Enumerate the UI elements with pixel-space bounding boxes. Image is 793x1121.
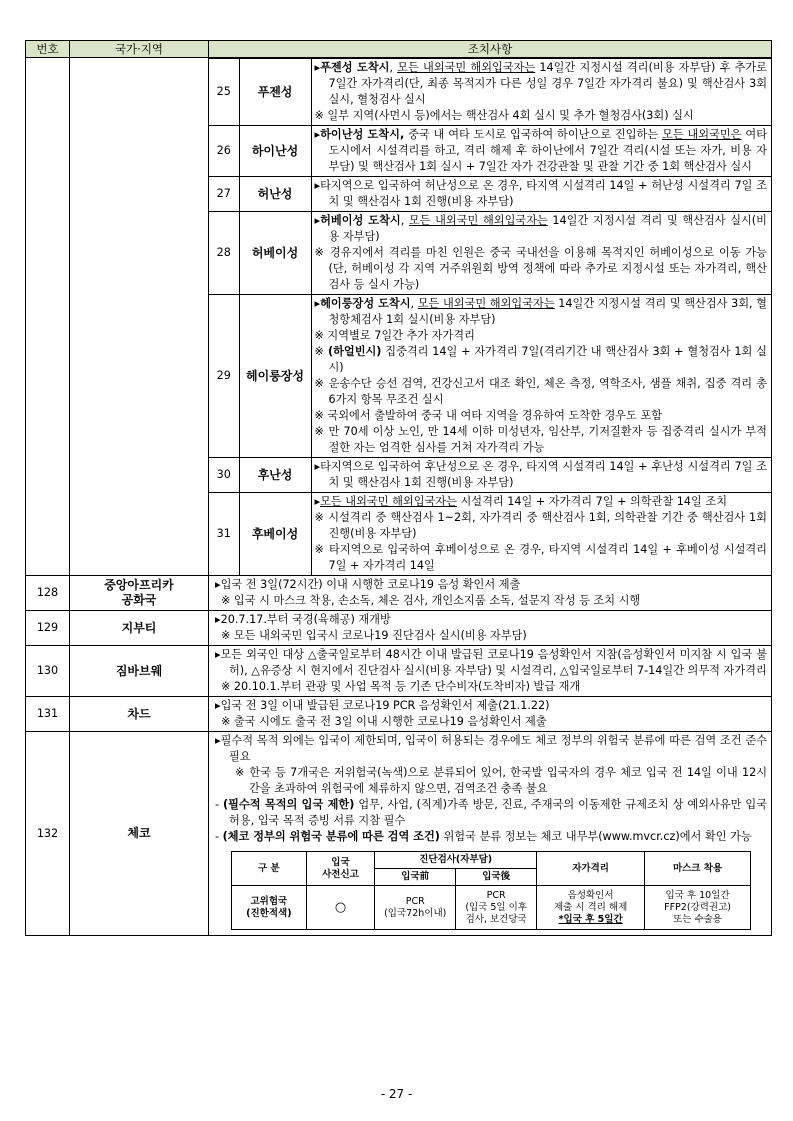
measure-line: ※ 모든 내외국민 입국시 코로나19 진단검사 실시(비용 자부담)	[221, 629, 527, 642]
row-number: 132	[26, 732, 70, 936]
risk-header-row	[232, 852, 751, 869]
table-row	[26, 576, 772, 611]
header-measures: 조치사항	[209, 41, 772, 58]
risk-h-prereport: 입국 사전신고	[306, 852, 375, 886]
header-number: 번호	[26, 41, 70, 58]
risk-r-selfq-text: 음성확인서 제출 시 격리 해제	[553, 889, 628, 913]
province-measures	[311, 212, 771, 295]
province-measure-line: ※ 시설격리 중 핵산검사 1~2회, 자가격리 중 핵산검사 1회, 의학관찰 기간 중 핵산검사 1회 진행(비용 자부담)	[314, 511, 767, 540]
province-measure-line: ※ 일부 지역(사먼시 등)에서는 핵산검사 4회 실시 및 추가 혈청검사(3회) 실시	[314, 109, 694, 122]
czech-measure-line: ※ 한국 등 7개국은 저위험국(녹색)으로 분류되어 있어, 한국발 입국자의 경우 체코 입국 전 14일 이내 12시간을 초과하여 위험국에 체류하지 않으면, 검역조건 충족 불요	[235, 766, 767, 795]
province-measure-line: ※ (하얼빈시) 집중격리 14일 + 자가격리 7일(격리기간 내 핵산검사 3회 + 혈청검사 1회 실시)	[314, 345, 767, 374]
measure-line: ▸입국 전 3일 이내 발급된 코로나19 PCR 음성확인서 제출(21.1.22)	[215, 699, 550, 712]
measures-text	[209, 646, 772, 697]
province-name: 헤이룽장성	[239, 295, 311, 458]
page-content	[25, 40, 771, 936]
risk-r-mask: 입국 후 10일간 FFP2(강력권고) 또는 수술용	[645, 886, 751, 930]
province-name: 푸젠성	[239, 59, 311, 126]
risk-r-before: PCR (입국72h이내)	[375, 886, 456, 930]
province-measure-line: ▸허베이성 도착시, 모든 내외국민 해외입국자는 14일간 지정시설 격리 및 핵산검사 실시(비용 자부담)	[314, 214, 767, 243]
risk-h-after: 입국後	[456, 869, 537, 886]
measure-line: ▸모든 외국인 대상 △출국일로부터 48시간 이내 발급된 코로나19 음성확인서 지참(음성확인서 미지참 시 입국 불허), △유증상 시 현지에서 진단검사 실시(비용 자부담) 및 시설격리, △입국일로부터 7-14일간 의무적 자가격리	[215, 648, 767, 677]
province-measure-line: ▸헤이룽장성 도착시, 모든 내외국민 해외입국자는 14일간 지정시설 격리 및 핵산검사 3회, 혈청항체검사 1회 실시(비용 자부담)	[314, 297, 767, 326]
country-name: 중앙아프리카 공화국	[70, 576, 209, 611]
measure-line: ▸20.7.17.부터 국경(육해공) 재개방	[215, 613, 391, 626]
risk-h-test: 진단검사(자부담)	[375, 852, 537, 869]
china-country-cell	[70, 58, 209, 576]
china-continued-row	[26, 58, 772, 576]
measures-text	[209, 611, 772, 646]
province-measures	[311, 177, 771, 212]
province-measures	[311, 458, 771, 493]
measure-line: ※ 20.10.1.부터 관광 및 사업 목적 등 기존 단수비자(도착비자) 발급 재개	[221, 680, 581, 693]
risk-r-class: 고위험국 (진한적색)	[232, 886, 307, 930]
province-measures	[311, 295, 771, 458]
province-measure-line: ▸푸젠성 도착시, 모든 내외국민 해외입국자는 14일간 지정시설 격리(비용 자부담) 후 추가로 7일간 자가격리(단, 최종 목적지가 다른 성일 경우 7일간 자가격리 불요) 및 핵산검사 3회 실시, 혈청검사 실시	[314, 61, 767, 106]
country-name: 지부티	[70, 611, 209, 646]
risk-r-prereport: ○	[306, 886, 375, 930]
province-measure-line: ※ 만 70세 이상 노인, 만 14세 이하 미성년자, 임산부, 기저질환자 등 집중격리 실시가 부적절한 자는 엄격한 심사를 거쳐 자가격리 가능	[314, 425, 767, 454]
province-measure-line: ▸하이난성 도착시, 중국 내 여타 도시로 입국하여 하이난으로 진입하는 모든 내외국민은 여타 도시에서 시설격리를 하고, 격리 해제 후 하이난에서 7일간 격리(시설 또는 자가, 비용 자부담) 및 핵산검사 1회 실시 + 7일간 자가 건강관찰 및 관찰 기간 중 1회 핵산검사 실시	[314, 128, 768, 173]
china-provinces-table	[209, 58, 771, 575]
province-measure-line: ※ 지역별로 7일간 추가 자가격리	[314, 329, 475, 342]
measure-line: ※ 출국 시에도 출국 전 3일 이내 시행한 코로나19 음성확인서 제출	[221, 715, 547, 728]
czech-measure-line: - (체코 정부의 위험국 분류에 따른 검역 조건) 위험국 분류 정보는 체코 내무부(www.mvcr.cz)에서 확인 가능	[215, 830, 752, 843]
czech-measures	[215, 733, 767, 845]
table-header-row	[26, 41, 772, 58]
measures-text	[209, 576, 772, 611]
risk-h-class: 구 분	[232, 852, 307, 886]
province-name: 하이난성	[239, 126, 311, 177]
measure-line: ※ 입국 시 마스크 착용, 손소독, 체온 검사, 개인소지품 소독, 설문지 작성 등 조치 시행	[221, 594, 641, 607]
risk-r-selfq-note: *입국 후 5일간	[558, 913, 623, 925]
czech-risk-table	[231, 851, 751, 930]
province-number: 30	[209, 458, 239, 493]
risk-r-after: PCR (입국 5일 이후 검사, 보건당국	[456, 886, 537, 930]
province-row	[209, 458, 771, 493]
table-row	[26, 646, 772, 697]
province-measure-line: ▸모든 내외국민 해외입국자는 시설격리 14일 + 자가격리 7일 + 의학관찰 14일 조치	[314, 495, 728, 508]
measure-line: ▸입국 전 3일(72시간) 이내 시행한 코로나19 음성 확인서 제출	[215, 578, 521, 591]
czech-measure-line: ▸필수적 목적 외에는 입국이 제한되며, 입국이 허용되는 경우에도 체코 정부의 위험국 분류에 따른 검역 조건 준수 필요	[215, 734, 767, 763]
province-measure-line: ※ 경유지에서 격리를 마친 인원은 중국 국내선을 이용해 목적지인 허베이성으로 이동 가능(단, 허베이성 각 지역 거주위원회 방역 정책에 따라 추가로 지정시설 또는 자가격리, 핵산검사 등 실시 가능)	[314, 246, 767, 291]
province-row	[209, 295, 771, 458]
province-measures	[311, 59, 771, 126]
china-provinces-cell	[209, 58, 772, 576]
province-row	[209, 59, 771, 126]
china-number-cell	[26, 58, 70, 576]
province-measures	[311, 126, 771, 177]
province-number: 29	[209, 295, 239, 458]
page-number: - 27 -	[380, 1087, 413, 1101]
table-row	[26, 697, 772, 732]
province-number: 26	[209, 126, 239, 177]
table-row-czech	[26, 732, 772, 936]
province-number: 25	[209, 59, 239, 126]
province-measures	[311, 493, 771, 576]
header-country: 국가·지역	[70, 41, 209, 58]
risk-h-mask: 마스크 착용	[645, 852, 751, 886]
country-name: 차드	[70, 697, 209, 732]
province-number: 27	[209, 177, 239, 212]
risk-row-high	[232, 886, 751, 930]
province-row	[209, 212, 771, 295]
province-measure-line: ※ 국외에서 출발하여 중국 내 여타 지역을 경유하여 도착한 경우도 포함	[314, 409, 663, 422]
measures-table	[25, 40, 772, 936]
province-name: 허베이성	[239, 212, 311, 295]
measures-text	[209, 732, 772, 936]
province-row	[209, 493, 771, 576]
province-name: 후난성	[239, 458, 311, 493]
province-number: 31	[209, 493, 239, 576]
row-number: 131	[26, 697, 70, 732]
province-measure-line: ▸타지역으로 입국하여 허난성으로 온 경우, 타지역 시설격리 14일 + 허난성 시설격리 7일 조치 및 핵산검사 1회 진행(비용 자부담)	[314, 179, 767, 208]
province-row	[209, 126, 771, 177]
province-name: 후베이성	[239, 493, 311, 576]
row-number: 128	[26, 576, 70, 611]
risk-h-before: 입국前	[375, 869, 456, 886]
province-name: 허난성	[239, 177, 311, 212]
risk-h-selfq: 자가격리	[537, 852, 645, 886]
country-name: 체코	[70, 732, 209, 936]
czech-measure-line: - (필수적 목적의 입국 제한) 업무, 사업, (직계)가족 방문, 진료, 주재국의 이동제한 규제조치 상 예외사유만 입국 허용, 입국 목적 증빙 서류 지참 필수	[215, 798, 768, 827]
province-measure-line: ▸타지역으로 입국하여 후난성으로 온 경우, 타지역 시설격리 14일 + 후난성 시설격리 7일 조치 및 핵산검사 1회 진행(비용 자부담)	[314, 460, 767, 489]
country-rows	[26, 576, 772, 732]
risk-r-selfq	[537, 886, 645, 930]
row-number: 130	[26, 646, 70, 697]
row-number: 129	[26, 611, 70, 646]
province-row	[209, 177, 771, 212]
country-name: 짐바브웨	[70, 646, 209, 697]
table-row	[26, 611, 772, 646]
measures-text	[209, 697, 772, 732]
province-measure-line: ※ 운송수단 승선 검역, 건강신고서 대조 확인, 체온 측정, 역학조사, 샘플 채취, 집중 격리 총 6가지 항목 무조건 실시	[314, 377, 767, 406]
province-number: 28	[209, 212, 239, 295]
province-measure-line: ※ 타지역으로 입국하여 후베이성으로 온 경우, 타지역 시설격리 14일 + 후베이성 시설격리 7일 + 자가격리 14일	[314, 543, 767, 572]
